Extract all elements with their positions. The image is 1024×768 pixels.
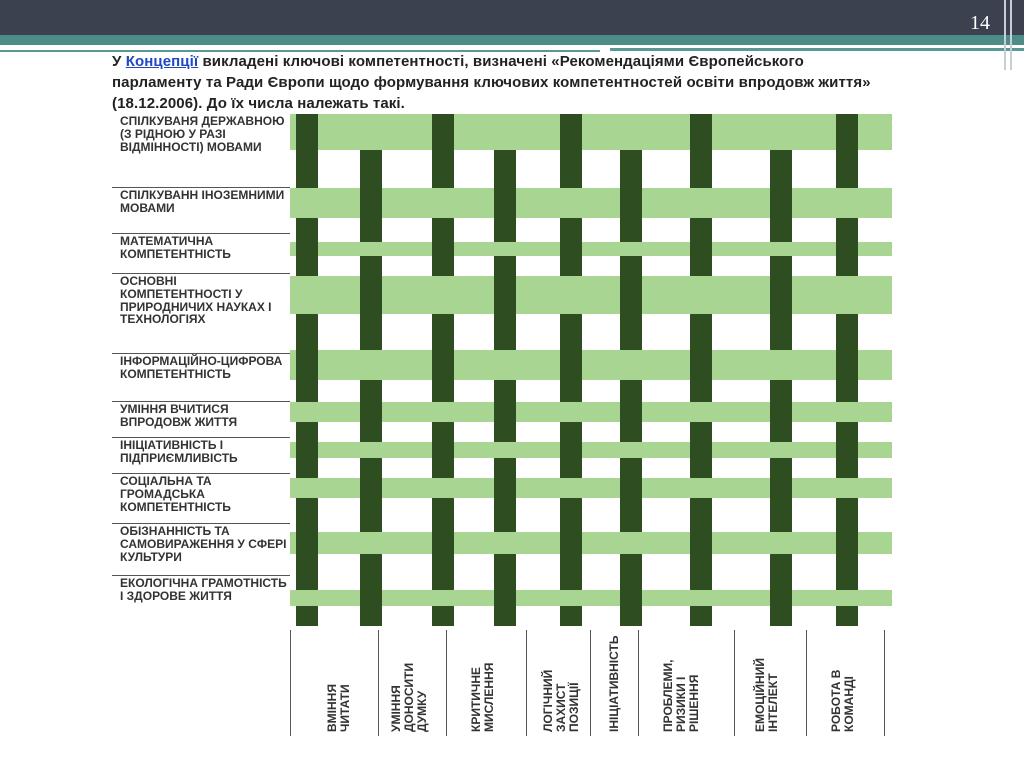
- competence-label: УМІННЯ ВЧИТИСЯ ВПРОДОВЖ ЖИТТЯ: [112, 402, 290, 438]
- skill-label: ВМІННЯ ЧИТАТИ: [325, 684, 352, 732]
- weave-crossing: [770, 590, 792, 606]
- weave-crossing: [770, 188, 792, 218]
- skill-label: ЕМОЦІЙНИЙ ІНТЕЛЕКТ: [753, 658, 780, 732]
- weave-crossing: [560, 442, 582, 458]
- column-separator: [526, 630, 527, 736]
- column-separator: [290, 630, 291, 736]
- weave-crossing: [560, 242, 582, 256]
- weave-crossing: [560, 114, 582, 150]
- weave-crossing: [432, 532, 454, 554]
- competence-label: СОЦІАЛЬНА ТА ГРОМАДСЬКА КОМПЕТЕНТНІСТЬ: [112, 474, 290, 524]
- skill-labels: [290, 630, 892, 736]
- skill-label: КРИТИЧНЕ МИСЛЕННЯ: [469, 662, 496, 732]
- weave-crossing: [620, 402, 642, 422]
- column-separator: [446, 630, 447, 736]
- column-separator: [638, 630, 639, 736]
- weave-crossing: [296, 242, 318, 256]
- column-separator: [806, 630, 807, 736]
- weave-crossing: [360, 478, 382, 498]
- weave-grid: [290, 114, 892, 626]
- weave-crossing: [620, 478, 642, 498]
- weave-crossing: [836, 114, 858, 150]
- competence-label: МАТЕМАТИЧНА КОМПЕТЕНТНІСТЬ: [112, 234, 290, 274]
- weave-crossing: [560, 532, 582, 554]
- weave-crossing: [620, 188, 642, 218]
- skill-label: ІНІЦІАТИВНІСТЬ: [607, 635, 621, 732]
- weave-crossing: [494, 478, 516, 498]
- weave-horizontal-band: [290, 350, 892, 380]
- weave-crossing: [836, 350, 858, 380]
- weave-crossing: [770, 276, 792, 314]
- weave-crossing: [432, 242, 454, 256]
- decor-line-1: [1004, 0, 1006, 70]
- weave-crossing: [296, 350, 318, 380]
- weave-crossing: [770, 478, 792, 498]
- column-separator: [590, 630, 591, 736]
- weave-crossing: [620, 276, 642, 314]
- slide-number: 14: [970, 12, 990, 34]
- decor-line-2: [1010, 0, 1012, 70]
- accent-bar: [0, 35, 1024, 45]
- competence-label: ОБІЗНАННІСТЬ ТА САМОВИРАЖЕННЯ У СФЕРІ КУЛЬТУРИ: [112, 524, 290, 576]
- column-separator: [734, 630, 735, 736]
- weave-crossing: [296, 532, 318, 554]
- weave-crossing: [432, 442, 454, 458]
- column-separator: [884, 630, 885, 736]
- weave-crossing: [494, 402, 516, 422]
- weave-crossing: [836, 242, 858, 256]
- title-bar: [0, 0, 1024, 35]
- weave-crossing: [360, 188, 382, 218]
- weave-crossing: [770, 402, 792, 422]
- weave-crossing: [690, 242, 712, 256]
- weave-horizontal-band: [290, 532, 892, 554]
- weave-crossing: [296, 442, 318, 458]
- weave-crossing: [690, 532, 712, 554]
- weave-crossing: [494, 590, 516, 606]
- weave-crossing: [360, 276, 382, 314]
- weave-crossing: [690, 442, 712, 458]
- weave-crossing: [494, 188, 516, 218]
- weave-crossing: [836, 442, 858, 458]
- weave-horizontal-band: [290, 242, 892, 256]
- competence-label: СПІЛКУВАНЯ ДЕРЖАВНОЮ (З РІДНОЮ У РАЗІ ВІДМІННОСТІ) МОВАМИ: [112, 114, 290, 188]
- competence-label: ІНІЦІАТИВНІСТЬ І ПІДПРИЄМЛИВІСТЬ: [112, 438, 290, 474]
- intro-pre: У: [112, 53, 126, 70]
- skill-label: ЛОГІЧНИЙ ЗАХИСТ ПОЗИЦІЇ: [541, 669, 581, 732]
- skill-label: УМІННЯ ДОНОСИТИ ДУМКУ: [389, 662, 429, 732]
- competence-label: ОСНОВНІ КОМПЕТЕНТНОСТІ У ПРИРОДНИЧИХ НАУКАХ І ТЕХНОЛОГІЯХ: [112, 274, 290, 354]
- weave-crossing: [296, 114, 318, 150]
- weave-crossing: [620, 590, 642, 606]
- concept-link[interactable]: Концепції: [125, 53, 199, 70]
- weave-crossing: [690, 114, 712, 150]
- weave-crossing: [360, 402, 382, 422]
- competence-label: ЕКОЛОГІЧНА ГРАМОТНІСТЬ І ЗДОРОВЕ ЖИТТЯ: [120, 576, 287, 603]
- skill-label: РОБОТА В КОМАНДІ: [829, 669, 856, 732]
- weave-crossing: [560, 350, 582, 380]
- weave-crossing: [432, 114, 454, 150]
- weave-crossing: [360, 590, 382, 606]
- weave-horizontal-band: [290, 442, 892, 458]
- weave-crossing: [494, 276, 516, 314]
- column-separator: [378, 630, 379, 736]
- intro-text: [112, 51, 894, 114]
- competence-label: СПІЛКУВАНН ІНОЗЕМНИМИ МОВАМИ: [112, 188, 290, 234]
- competence-label: ІНФОРМАЦІЙНО-ЦИФРОВА КОМПЕТЕНТНІСТЬ: [112, 354, 290, 402]
- weave-horizontal-band: [290, 114, 892, 150]
- weave-crossing: [836, 532, 858, 554]
- intro-post: викладені ключові компетентності, визначені «Рекомендаціями Європейського парламенту та Ради Європи щодо формування ключових компетентностей освіти впродовж життя» (18.12.2006). До їх числа належать такі.: [112, 53, 871, 112]
- weave-crossing: [432, 350, 454, 380]
- skill-label: ПРОБЛЕМИ, РИЗИКИ І РІШЕННЯ: [661, 659, 701, 732]
- weave-crossing: [690, 350, 712, 380]
